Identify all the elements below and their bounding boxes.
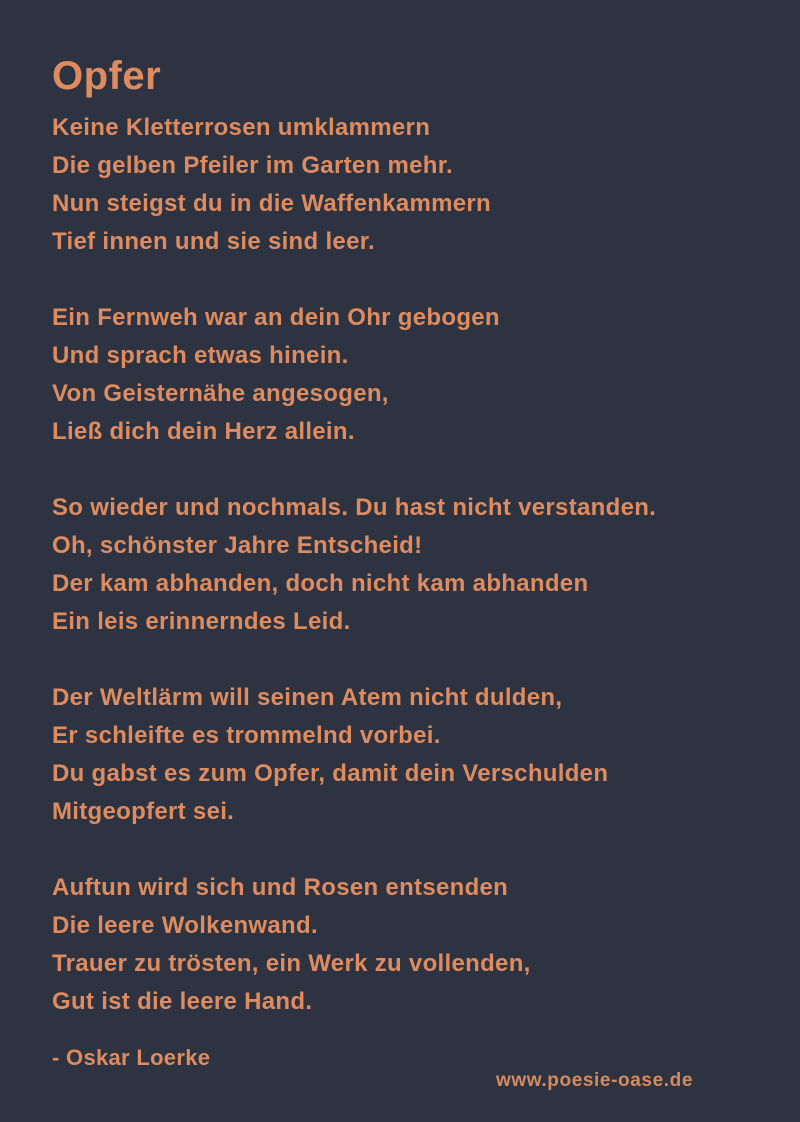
poem-line: Und sprach etwas hinein.	[52, 342, 349, 369]
stanza	[52, 109, 748, 261]
poem-line: Auftun wird sich und Rosen entsenden	[52, 874, 509, 901]
poem-line: Er schleifte es trommelnd vorbei.	[52, 722, 441, 749]
poem-line: Ein Fernweh war an dein Ohr gebogen	[52, 304, 500, 331]
poem-line: Gut ist die leere Hand.	[52, 988, 313, 1015]
poem-line: Keine Kletterrosen umklammern	[52, 114, 431, 141]
poem-line: Die leere Wolkenwand.	[52, 912, 318, 939]
poem-body	[52, 109, 748, 1021]
poem-line: Oh, schönster Jahre Entscheid!	[52, 532, 423, 559]
poem-author: - Oskar Loerke	[52, 1045, 211, 1070]
poem-line: Von Geisternähe angesogen,	[52, 380, 389, 407]
poem-title: Opfer	[52, 54, 162, 98]
poem-line: Du gabst es zum Opfer, damit dein Verschulden	[52, 760, 609, 787]
poem-line: Der Weltlärm will seinen Atem nicht dulden,	[52, 684, 563, 711]
poem-line: Trauer zu trösten, ein Werk zu vollenden,	[52, 950, 531, 977]
website-url: www.poesie-oase.de	[496, 1070, 693, 1091]
poem-line: Der kam abhanden, doch nicht kam abhanden	[52, 570, 589, 597]
stanza	[52, 489, 748, 641]
stanza	[52, 869, 748, 1021]
poem-line: Ließ dich dein Herz allein.	[52, 418, 355, 445]
stanza	[52, 299, 748, 451]
poem-line: Die gelben Pfeiler im Garten mehr.	[52, 152, 453, 179]
poem-line: Mitgeopfert sei.	[52, 798, 235, 825]
stanza	[52, 679, 748, 831]
poem-line: Tief innen und sie sind leer.	[52, 228, 375, 255]
poem-line: Nun steigst du in die Waffenkammern	[52, 190, 491, 217]
poem-line: So wieder und nochmals. Du hast nicht verstanden.	[52, 494, 657, 521]
poem-line: Ein leis erinnerndes Leid.	[52, 608, 351, 635]
